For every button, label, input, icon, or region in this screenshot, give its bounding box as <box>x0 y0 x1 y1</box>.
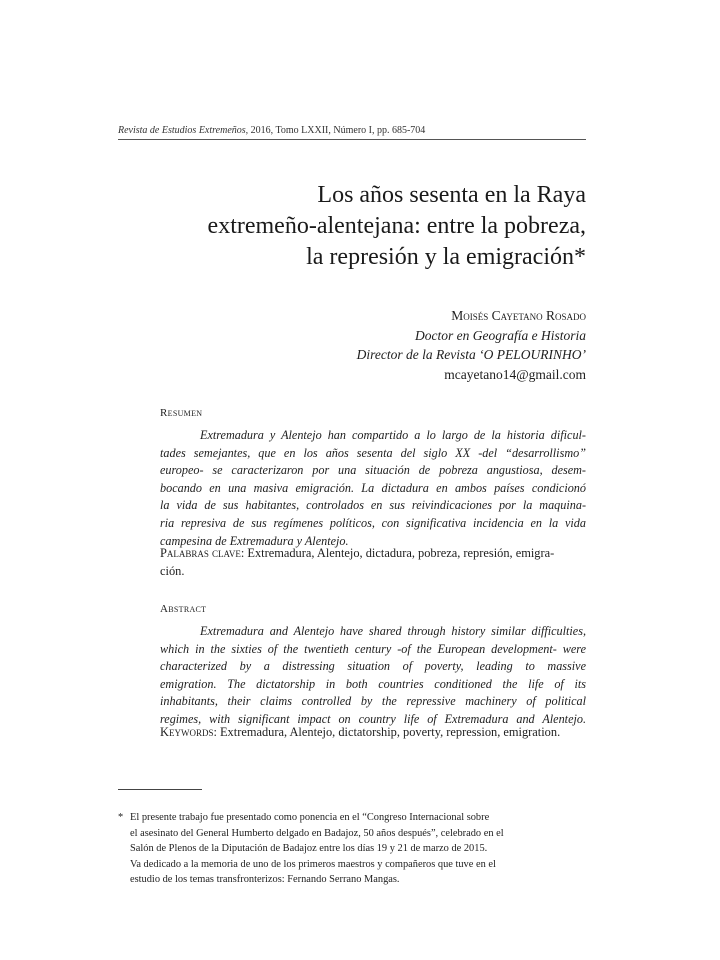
article-title <box>116 180 586 273</box>
abstract-line: regimes, with significant impact on country life of Extremadura and Alentejo. <box>160 711 586 726</box>
keywords-text: Extremadura, Alentejo, dictatorship, poverty, repression, emigration. <box>216 725 561 739</box>
resumen-line: bocando en una masiva emigración. La dictadura en ambos países condicionó <box>160 480 586 495</box>
journal-name: Revista de Estudios Extremeños, <box>118 125 249 136</box>
author-name: Moisés Cayetano Rosado <box>451 308 586 323</box>
title-line: Los años sesenta en la Raya <box>317 182 586 208</box>
resumen-line: Extremadura y Alentejo han compartido a lo largo de la historia dificul- <box>200 428 586 442</box>
resumen-body <box>160 427 586 550</box>
header-rule <box>118 139 586 140</box>
footnote <box>118 810 588 888</box>
keywords-text: Extremadura, Alentejo, dictadura, pobreza, represión, emigra- <box>244 546 555 560</box>
journal-details: 2016, Tomo LXXII, Número I, pp. 685-704 <box>248 125 426 136</box>
footnote-mark: * <box>118 812 124 823</box>
footnote-line: Va dedicado a la memoria de uno de los primeros maestros y compañeros que tuve en el <box>130 858 496 870</box>
footnote-rule <box>118 789 202 790</box>
footnote-line: Salón de Plenos de la Diputación de Badajoz entre los días 19 y 21 de marzo de 2015. <box>130 843 488 854</box>
abstract-body <box>160 623 586 729</box>
resumen-line: europeo- se caracterizaron por una situación de pobreza angustiosa, desem- <box>160 463 586 478</box>
author-role: Director de la Revista ‘O PELOURINHO’ <box>356 347 586 362</box>
footnote-line: el asesinato del General Humberto delgado en Badajoz, 50 años después”, celebrado en el <box>130 827 504 839</box>
keywords-label: Palabras clave: <box>160 546 245 560</box>
author-block <box>186 306 586 384</box>
resumen-line: ria represiva de sus regímenes políticos, con significativa incidencia en la vida <box>160 515 586 530</box>
abstract-line: Extremadura and Alentejo have shared through history similar difficulties, <box>200 624 586 638</box>
abstract-line: inhabitants, their claims controlled by the repressive machinery of political <box>160 694 586 709</box>
abstract-line: characterized by a distressing situation of poverty, leading to massive <box>160 659 586 674</box>
running-head <box>118 125 586 136</box>
abstract-line: emigration. The dictatorship in both countries conditioned the life of its <box>160 676 586 691</box>
resumen-line: tades semejantes, que en los años sesenta del siglo XX -del “desarrollismo” <box>160 445 586 460</box>
title-line: extremeño-alentejana: entre la pobreza, <box>207 213 586 239</box>
keywords-text: ción. <box>160 563 185 578</box>
abstract-keywords <box>160 724 586 742</box>
keywords-label: Keywords: <box>160 725 217 739</box>
author-email[interactable]: mcayetano14@gmail.com <box>444 366 586 382</box>
footnote-line: El presente trabajo fue presentado como ponencia en el “Congreso Internacional sobre <box>130 812 490 823</box>
abstract-line: which in the sixties of the twentieth century -of the European development- were <box>160 641 586 656</box>
title-line: la represión y la emigración* <box>306 244 586 270</box>
author-degree: Doctor en Geografía e Historia <box>415 327 586 343</box>
abstract-heading: Abstract <box>160 603 207 615</box>
resumen-keywords <box>160 545 586 580</box>
resumen-line: campesina de Extremadura y Alentejo. <box>160 533 349 548</box>
resumen-line: la vida de sus habitantes, controlados en sus reivindicaciones por la maquina- <box>160 498 586 513</box>
footnote-line: estudio de los temas transfronterizos: Fernando Serrano Mangas. <box>130 874 400 885</box>
resumen-heading: Resumen <box>160 407 203 419</box>
